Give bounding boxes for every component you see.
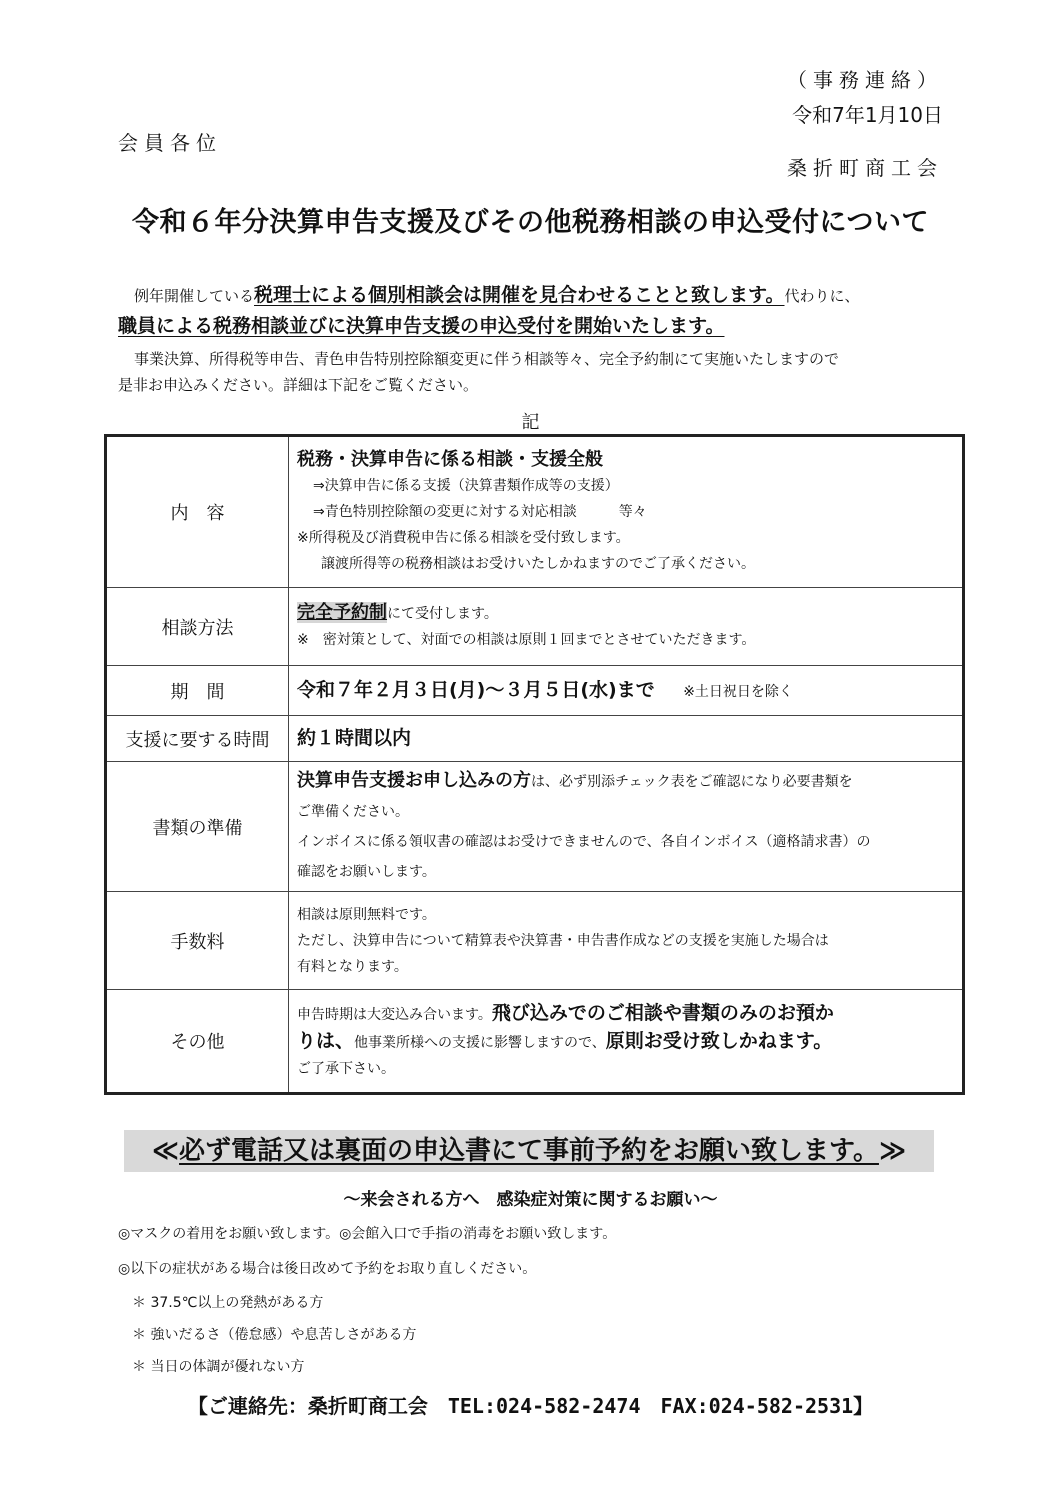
symptom-item: ＊ 強いだるさ（倦怠感）や息苦しさがある方: [132, 1327, 417, 1343]
intro-line-2: [118, 313, 968, 340]
label-period: 期 間: [106, 666, 289, 716]
period-value: 令和７年２月３日(月)～３月５日(水)まで: [297, 678, 655, 701]
documents-line-3: インボイスに係る領収書の確認はお受けできませんので、各自インボイス（適格請求書）の: [297, 834, 871, 850]
value-documents: [289, 762, 964, 892]
value-fee: [289, 892, 964, 990]
label-method: 相談方法: [106, 588, 289, 666]
table-row-other: [106, 990, 964, 1094]
label-other: その他: [106, 990, 289, 1094]
intro-emphasis-2: 職員による税務相談並びに決算申告支援の申込受付を開始いたします。: [118, 315, 725, 337]
symptom-item: ＊ 37.5℃以上の発熱がある方: [132, 1295, 324, 1311]
fee-line-2: ただし、決算申告について精算表や決算書・申告書作成などの支援を実施した場合は: [297, 932, 829, 949]
reservation-banner: [124, 1130, 934, 1172]
intro-lead: 例年開催している: [134, 287, 255, 305]
documents-line-1-tail: は、必ず別添チェック表をご確認になり必要書類を: [531, 774, 853, 790]
value-other: [289, 990, 964, 1094]
fee-line-3: 有料となります。: [297, 958, 408, 975]
notice-type: （事務連絡）: [787, 68, 943, 92]
table-row-duration: [106, 716, 964, 762]
contact-info: 【ご連絡先：桑折町商工会 TEL:024-582-2474 FAX:024-582-2531】: [187, 1394, 874, 1418]
table-row-period: [106, 666, 964, 716]
other-mid: 他事業所様への支援に影響しますので、: [354, 1035, 606, 1051]
documents-line-2: ご準備ください。: [297, 804, 409, 820]
banner-open-bracket: ≪: [151, 1136, 180, 1166]
duration-value: 約１時間以内: [297, 726, 412, 749]
period-note: ※土日祝日を除く: [683, 683, 793, 700]
issue-date: 令和7年1月10日: [792, 103, 943, 127]
label-fee: 手数料: [106, 892, 289, 990]
ki-heading: 記: [521, 412, 540, 433]
method-note: ※ 密対策として、対面での相談は原則１回までとさせていただきます。: [297, 632, 756, 648]
intro-line-3: 事業決算、所得税等申告、青色申告特別控除額変更に伴う相談等々、完全予約制にて実施いたしますので: [134, 350, 840, 368]
method-emphasis: 完全予約制: [297, 602, 387, 623]
symptom-item: ＊ 当日の体調が優れない方: [132, 1359, 305, 1375]
value-content: [289, 436, 964, 588]
page-title: 令和６年分決算申告支援及びその他税務相談の申込受付について: [132, 207, 929, 238]
other-emphasis-2: りは、: [297, 1030, 355, 1052]
label-content: 内 容: [106, 436, 289, 588]
value-method: [289, 588, 964, 666]
banner-close-bracket: ≫: [878, 1136, 907, 1166]
table-row-fee: [106, 892, 964, 990]
notice-line-2: ◎以下の症状がある場合は後日改めて予約をお取り直しください。: [118, 1261, 537, 1277]
method-tail: にて受付します。: [387, 606, 498, 622]
value-duration: [289, 716, 964, 762]
label-documents: 書類の準備: [106, 762, 289, 892]
content-line-3: ※所得税及び消費税申告に係る相談を受付致します。: [297, 530, 630, 546]
intro-tail: 代わりに、: [784, 287, 860, 305]
content-line-4: 譲渡所得等の税務相談はお受けいたしかねますのでご了承ください。: [321, 556, 755, 572]
fee-line-1: 相談は原則無料です。: [297, 906, 436, 923]
documents-emphasis: 決算申告支援お申し込みの方: [297, 770, 531, 791]
notice-title: ～来会される方へ 感染症対策に関するお願い～: [343, 1190, 718, 1210]
details-table: [104, 434, 965, 1095]
notice-line-1: ◎マスクの着用をお願い致します。◎会館入口で手指の消毒をお願い致します。: [118, 1226, 617, 1242]
table-row-method: [106, 588, 964, 666]
other-line-3: ご了承下さい。: [297, 1061, 395, 1077]
documents-line-4: 確認をお願いします。: [297, 864, 436, 880]
intro-emphasis-1: 税理士による個別相談会は開催を見合わせることと致します。: [254, 284, 785, 306]
table-row-content: [106, 436, 964, 588]
intro-line-1: [118, 282, 968, 309]
banner-text: 必ず電話又は裏面の申込書にて事前予約をお願い致します。: [179, 1136, 879, 1166]
other-emphasis-3: 原則お受け致しかねます。: [605, 1030, 833, 1052]
sender: 桑折町商工会: [787, 156, 943, 180]
content-line-2: ⇒青色特別控除額の変更に対する対応相談 等々: [313, 504, 647, 520]
content-heading: 税務・決算申告に係る相談・支援全般: [297, 449, 603, 470]
intro-line-4: 是非お申込みください。詳細は下記をご覧ください。: [118, 376, 479, 394]
table-row-documents: [106, 762, 964, 892]
label-duration: 支援に要する時間: [106, 716, 289, 762]
content-line-1: ⇒決算申告に係る支援（決算書類作成等の支援）: [313, 478, 619, 494]
other-emphasis-1: 飛び込みでのご相談や書類のみのお預か: [491, 1002, 834, 1024]
addressee: 会員各位: [118, 131, 222, 155]
other-lead: 申告時期は大変込み合います。: [297, 1007, 492, 1023]
value-period: [289, 666, 964, 716]
intro-paragraph: [118, 282, 968, 398]
